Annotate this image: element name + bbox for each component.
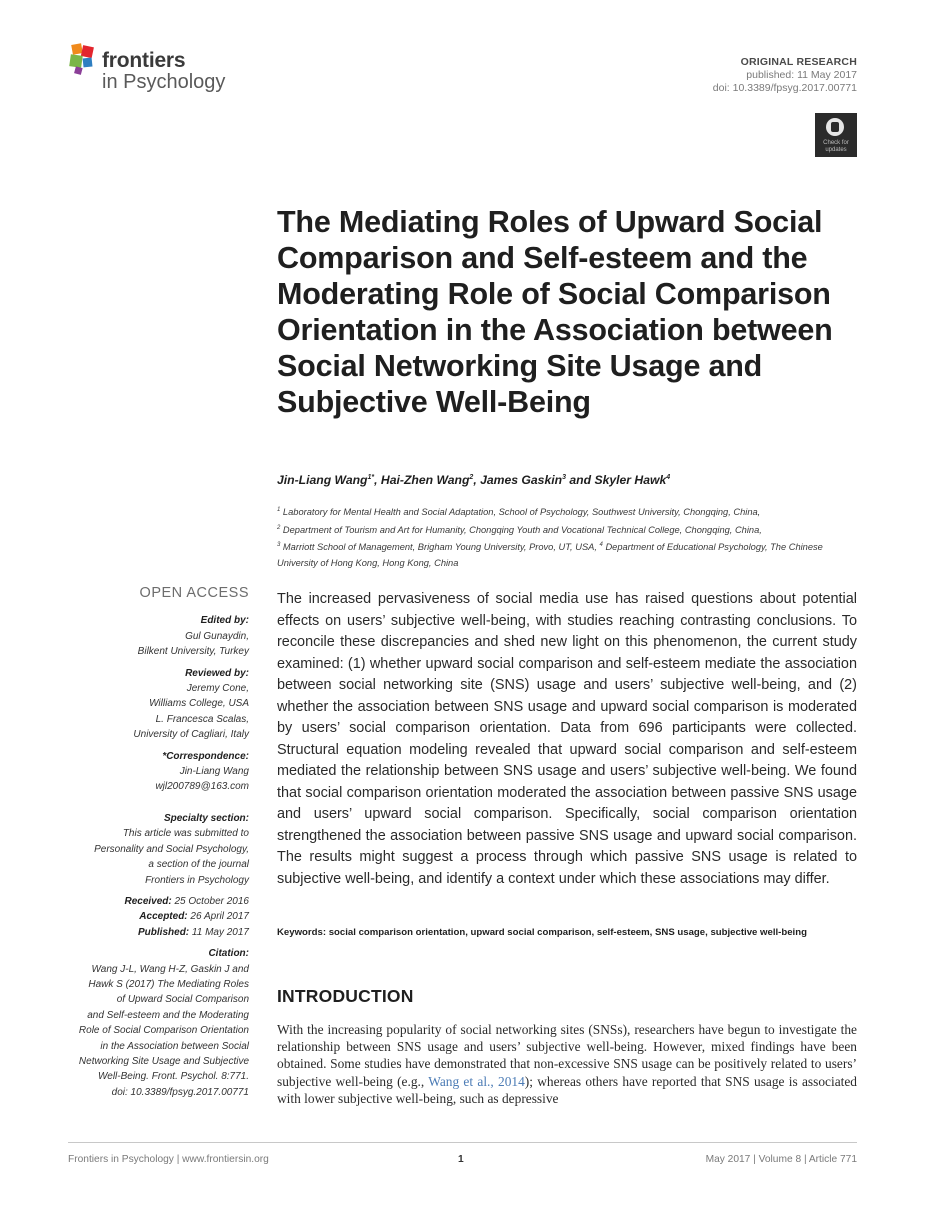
author-name[interactable]: James Gaskin <box>480 473 563 487</box>
page-number: 1 <box>458 1154 464 1165</box>
footer-issue: May 2017 | Volume 8 | Article 771 <box>705 1154 857 1165</box>
affiliation-marker: 4 <box>599 542 603 549</box>
affiliation-marker: 2 <box>277 524 281 531</box>
correspondence-heading: *Correspondence: <box>162 750 249 762</box>
reviewed-by-heading: Reviewed by: <box>185 667 249 679</box>
journal-logo[interactable] <box>68 42 258 98</box>
specialty-heading: Specialty section: <box>163 812 249 824</box>
affiliation-text: Department of Tourism and Art for Humanity, Chongqing Youth and Vocational Technical College, Chongqing, China, <box>280 524 762 535</box>
edited-by-heading: Edited by: <box>200 615 249 627</box>
sidebar-line: Williams College, USA <box>149 698 249 710</box>
correspondence-email[interactable]: wjl200789@163.com <box>155 781 249 793</box>
reviewed-by-section <box>60 666 249 743</box>
sidebar-line: Jin-Liang Wang <box>179 766 249 778</box>
author-affiliation-marker: 3 <box>562 473 566 481</box>
affiliation-list <box>277 503 862 571</box>
sidebar-line: University of Cagliari, Italy <box>133 729 249 741</box>
sidebar-line: Bilkent University, Turkey <box>137 646 249 658</box>
article-title: The Mediating Roles of Upward Social Comparison and Self-esteem and the Moderating Role of Social Comparison Orientation in the Association between Social Networking Site Usage and Subjective Well-Being <box>277 205 833 419</box>
article-doi[interactable]: doi: 10.3389/fpsyg.2017.00771 <box>712 82 857 94</box>
accepted-label: Accepted: <box>139 911 188 923</box>
accepted-date <box>60 909 249 924</box>
specialty-section <box>60 811 249 888</box>
sidebar-line: L. Francesca Scalas, <box>155 713 249 725</box>
published-label: Published: <box>138 926 190 938</box>
affiliation-text: Marriott School of Management, Brigham Young University, Provo, UT, USA, <box>280 542 600 553</box>
check-updates-icon <box>826 118 844 136</box>
sidebar-line: and Self-esteem and the Moderating <box>87 1009 249 1021</box>
sidebar-line: Networking Site Usage and Subjective <box>78 1055 249 1067</box>
intro-text: ); whereas others have reported that SNS usage is associated with lower subjective well-being, such as depressive <box>277 1073 857 1106</box>
sidebar-line: Gul Gunaydin, <box>185 630 249 642</box>
affiliation-marker: 3 <box>277 542 281 549</box>
sidebar-line: in the Association between Social <box>100 1040 249 1052</box>
journal-name-primary: frontiers <box>102 49 186 72</box>
keywords <box>277 926 857 939</box>
journal-name-secondary: in Psychology <box>102 71 226 93</box>
sidebar-line: of Upward Social Comparison <box>116 994 249 1006</box>
citation-section <box>60 946 249 1100</box>
author-affiliation-marker: 4 <box>666 473 671 481</box>
affiliation-marker: 1 <box>277 507 281 513</box>
author-name[interactable]: Hai-Zhen Wang <box>380 473 470 487</box>
sidebar-line: Well-Being. Front. Psychol. 8:771. <box>98 1071 249 1083</box>
footer-journal[interactable]: Frontiers in Psychology | www.frontiersin.org <box>68 1154 269 1165</box>
sidebar-line: Wang J-L, Wang H-Z, Gaskin J and <box>91 963 249 975</box>
published-value: 11 May 2017 <box>189 926 249 938</box>
abstract: The increased pervasiveness of social media use has raised questions about potential effects on users’ subjective well-being, with studies reaching contrasting conclusions. To reconcile these discrepancies and shed new light on this phenomenon, the current study examined: (1) whether upward social comparison and self-esteem mediate the association between social networking site (SNS) usage and users’ subjective well-being, and (2) whether the association between SNS usage and upward social comparison is moderated by users’ social comparison orientation. Data from 696 participants were collected. Structural equation modeling revealed that upward social comparison and self-esteem mediated the relationship between SNS usage and users’ subjective well-being. We found that social comparison orientation moderated the association between passive SNS usage and users’ upward social comparison. Specifically, social comparison orientation strengthened the association between passive SNS usage and upward social comparison. The results might suggest a process through which passive SNS usage is related to subjective well-being, and identify a context under which these associations may differ. <box>277 591 857 887</box>
received-value: 25 October 2016 <box>171 895 249 907</box>
author-separator: , <box>473 473 481 487</box>
keywords-text: social comparison orientation, upward social comparison, self-esteem, SNS usage, subjective well-being <box>328 927 807 938</box>
sidebar-line: Role of Social Comparison Orientation <box>78 1025 249 1037</box>
sidebar-line: Hawk S (2017) The Mediating Roles <box>88 978 249 990</box>
open-access-label: OPEN ACCESS <box>139 585 249 601</box>
author-list <box>277 473 867 487</box>
accepted-value: 26 April 2017 <box>187 911 249 923</box>
author-affiliation-marker: 1* <box>367 473 375 481</box>
article-type: ORIGINAL RESEARCH <box>740 56 857 68</box>
author-name[interactable]: Skyler Hawk <box>594 473 667 487</box>
check-updates-label: Check for updates <box>823 140 849 153</box>
intro-text: With the increasing popularity of social networking sites (SNSs), researchers have begun to investigate the relationship between SNS usage and users’ subjective well-being. However, mixed findings have been obtained. Some studies have demonstrated that non-excessive SNS usage can be positively related to users’ subjective well-being (e.g., <box>277 1022 857 1089</box>
correspondence-section <box>60 749 249 795</box>
edited-by-section <box>60 613 249 659</box>
sidebar-line: Jeremy Cone, <box>186 683 249 695</box>
sidebar-line: This article was submitted to <box>122 828 249 840</box>
author-affiliation-marker: 2 <box>469 473 474 481</box>
received-date <box>60 894 249 909</box>
citation-heading: Citation: <box>208 948 249 960</box>
sidebar-line: a section of the journal <box>148 859 249 871</box>
author-separator: , <box>374 473 381 487</box>
introduction-paragraph <box>277 1021 857 1107</box>
sidebar-line[interactable]: doi: 10.3389/fpsyg.2017.00771 <box>111 1086 249 1098</box>
affiliation-text: Department of Educational Psychology, The Chinese University of Hong Kong, Hong Kong, China <box>277 542 823 568</box>
article-sidebar <box>60 586 249 1106</box>
dates-section <box>60 894 249 940</box>
introduction-heading: INTRODUCTION <box>277 986 414 1006</box>
keywords-label: Keywords: <box>277 927 329 938</box>
author-separator: and <box>565 473 595 487</box>
author-name[interactable]: Jin-Liang Wang <box>277 473 368 487</box>
citation-link[interactable]: Wang et al., 2014 <box>428 1073 525 1089</box>
frontiers-logo-icon <box>68 42 100 78</box>
check-for-updates-badge[interactable] <box>815 113 857 157</box>
article-meta <box>713 56 857 95</box>
published-date: published: 11 May 2017 <box>746 69 857 81</box>
published-date-sidebar <box>60 925 249 940</box>
footer-divider <box>68 1142 857 1143</box>
sidebar-line: Frontiers in Psychology <box>145 874 249 886</box>
received-label: Received: <box>124 895 172 907</box>
sidebar-line: Personality and Social Psychology, <box>94 843 249 855</box>
affiliation-text: Laboratory for Mental Health and Social Adaptation, School of Psychology, Southwest University, Chongqing, China, <box>280 507 761 518</box>
